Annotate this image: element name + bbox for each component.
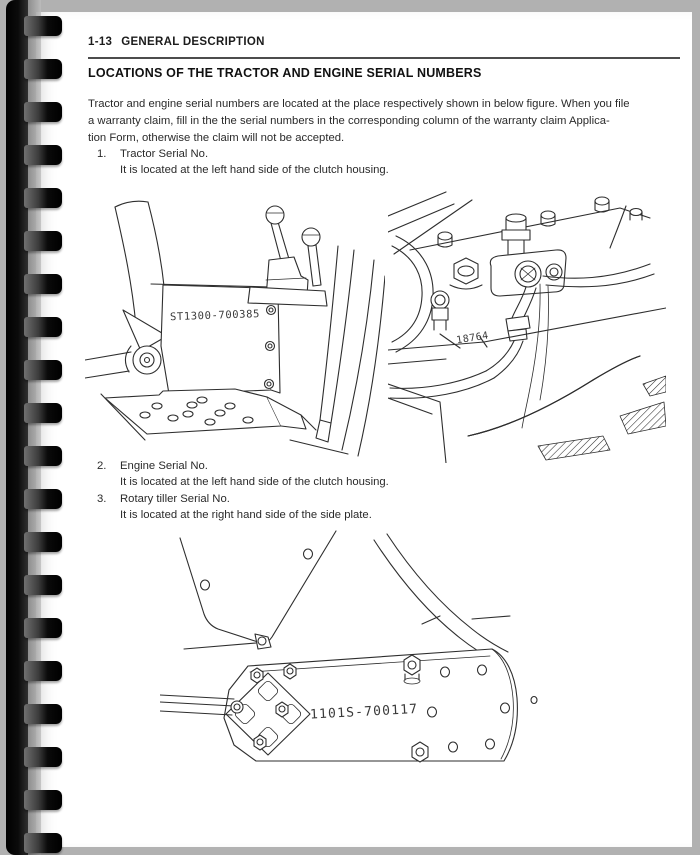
list-item-3 [97, 493, 230, 505]
binding-tooth [24, 575, 62, 595]
binding-tooth [24, 403, 62, 423]
page-paper [36, 12, 692, 847]
binding-tooth [24, 360, 62, 380]
page-title: LOCATIONS OF THE TRACTOR AND ENGINE SERIAL NUMBERS [88, 66, 482, 80]
rotary-tiller-serial-stamp: 1101S-700117 [309, 701, 419, 723]
binding-tooth [24, 661, 62, 681]
list-title: Rotary tiller Serial No. [120, 493, 230, 505]
binding-tooth [24, 489, 62, 509]
figure-rotary-tiller-serial-location [160, 528, 560, 823]
list-item-1-detail: It is located at the left hand side of the clutch housing. [120, 164, 389, 176]
list-item-1 [97, 148, 208, 160]
section-title: GENERAL DESCRIPTION [121, 36, 265, 48]
paragraph-line: Tractor and engine serial numbers are located at the place respectively shown in below figure. When you file [88, 98, 630, 110]
list-number: 2. [97, 460, 107, 472]
binding-tooth [24, 102, 62, 122]
binding-tooth [24, 704, 62, 724]
binding-tooth [24, 145, 62, 165]
binding-tooth [24, 16, 62, 36]
binding-spine [6, 0, 28, 855]
list-number: 3. [97, 493, 107, 505]
binding-tooth [24, 747, 62, 767]
binding-tooth [24, 446, 62, 466]
list-number: 1. [97, 148, 107, 160]
paragraph-line: a warranty claim, fill in the the serial numbers in the corresponding column of the warranty claim Applica- [88, 115, 610, 127]
binding-tooth [24, 274, 62, 294]
list-title: Engine Serial No. [120, 460, 208, 472]
list-item-2 [97, 460, 208, 472]
list-item-2-detail: It is located at the left hand side of the clutch housing. [120, 476, 389, 488]
page-header [88, 36, 265, 48]
binding-tooth [24, 317, 62, 337]
binding-tooth [24, 833, 62, 853]
binding-tooth [24, 188, 62, 208]
header-rule [88, 57, 680, 59]
list-title: Tractor Serial No. [120, 148, 209, 160]
binding-tooth [24, 790, 62, 810]
binding-tooth [24, 618, 62, 638]
engine-bolts [438, 197, 642, 247]
paragraph-line: tion Form, otherwise the claim will not be accepted. [88, 132, 345, 144]
list-item-3-detail: It is located at the right hand side of the side plate. [120, 509, 372, 521]
section-number: 1-13 [88, 36, 113, 48]
binding-shadow-strip [28, 0, 41, 855]
figure-engine-serial-location [388, 188, 666, 463]
figure-tractor-serial-location [85, 188, 385, 463]
tractor-serial-stamp: ST1300-700385 [169, 308, 261, 324]
engine-serial-stamp: 18764 [455, 330, 490, 347]
binding-tooth [24, 231, 62, 251]
comb-binding [0, 0, 70, 855]
binding-tooth [24, 59, 62, 79]
binding-tooth [24, 532, 62, 552]
intro-paragraph [88, 96, 630, 147]
